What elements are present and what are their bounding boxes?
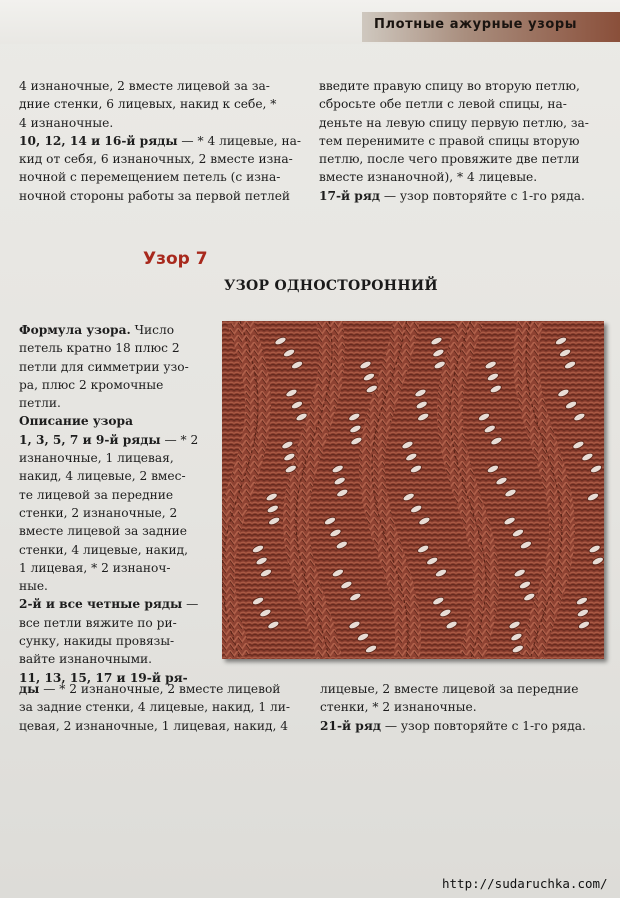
top-right-column (319, 77, 589, 205)
knitted-swatch-photo (222, 321, 604, 659)
repeat-heading: 17-й ряд (319, 188, 380, 203)
text-line: стенки, * 2 изнаночные. (320, 700, 477, 715)
text-run: — * 2 изнаночные, 2 вместе лицевой (39, 682, 281, 696)
odd-rows-heading: 1, 3, 5, 7 и 9-й ряды (19, 432, 161, 447)
text-line: цевая, 2 изнаночные, 1 лицевая, накид, 4 (19, 718, 288, 733)
text-line: петли. (19, 396, 61, 411)
section-title: Плотные ажурные узоры (374, 17, 578, 32)
pattern-name: УЗОР ОДНОСТОРОННИЙ (224, 278, 438, 294)
text-line (19, 132, 301, 150)
text-line: 4 изнаночные, 2 вместе лицевой за за- (19, 79, 270, 93)
text-line: 1 лицевая, * 2 изнаноч- (19, 560, 171, 575)
text-line (320, 717, 586, 735)
text-line (19, 321, 198, 339)
bottom-right-column (320, 680, 586, 735)
text-line: кид от себя, 6 изнаночных, 2 вместе изна- (19, 152, 293, 167)
text-line: ра, плюс 2 кромочные (19, 377, 164, 392)
text-line: лицевые, 2 вместе лицевой за передние (320, 682, 579, 696)
text-line: сбросьте обе петли с левой спицы, на- (319, 97, 567, 112)
formula-column (19, 321, 198, 687)
text-run: — узор повторяйте с 1-го ряда. (380, 718, 586, 733)
text-line: за задние стенки, 4 лицевые, накид, 1 ли- (19, 700, 290, 715)
repeat-heading: 21-й ряд (320, 718, 381, 733)
text-line: стенки, 2 изнаночные, 2 (19, 505, 178, 520)
pattern-number: Узор 7 (143, 249, 208, 269)
text-line (19, 431, 198, 449)
top-left-column (19, 77, 301, 205)
text-line: те лицевой за передние (19, 487, 174, 502)
text-line: деньте на левую спицу первую петлю, за- (319, 115, 589, 130)
text-line: петли для симметрии узо- (19, 359, 189, 374)
text-run: — (182, 597, 199, 612)
text-line (319, 187, 589, 205)
text-line: введите правую спицу во вторую петлю, (319, 79, 580, 93)
text-line: тем перенимите с правой спицы вторую (319, 133, 580, 148)
text-line: изнаночные, 1 лицевая, (19, 451, 174, 466)
even-rows-heading: 2-й и все четные ряды (19, 597, 183, 612)
text-line: вместе изнаночной), * 4 лицевые. (319, 170, 538, 185)
formula-heading: Формула узора. (19, 323, 131, 337)
text-run: — * 4 лицевые, на- (177, 133, 302, 148)
text-run: — * 2 (160, 432, 199, 447)
text-line: ные. (19, 579, 48, 594)
text-line: все петли вяжите по ри- (19, 615, 177, 630)
text-line: вместе лицевой за задние (19, 524, 187, 539)
text-line: накид, 4 лицевые, 2 вмес- (19, 469, 186, 484)
rows11-heading: 11, 13, 15, 17 и 19-й ря- (19, 670, 188, 685)
rows-heading: 10, 12, 14 и 16-й ряды (19, 133, 178, 148)
text-run: — узор повторяйте с 1-го ряда. (379, 188, 585, 203)
text-line: петель кратно 18 плюс 2 (19, 341, 180, 356)
swatch-illustration (222, 321, 604, 659)
text-line: 4 изнаночные. (19, 115, 114, 130)
text-line: стенки, 4 лицевые, накид, (19, 542, 188, 557)
text-line: вайте изнаночными. (19, 652, 153, 667)
text-line: петлю, после чего провяжите две петли (319, 152, 580, 167)
text-line: ночной стороны работы за первой петлей (19, 188, 291, 203)
text-line: сунку, накиды провязы- (19, 634, 175, 649)
rows11-heading-end: ды (19, 682, 40, 696)
text-run: Число (130, 323, 175, 337)
footer-url: http://sudaruchka.com/ (442, 876, 608, 891)
text-line (19, 595, 198, 613)
text-line (19, 680, 290, 698)
bottom-left-column (19, 680, 290, 735)
text-line: ночной с перемещением петель (с изна- (19, 170, 281, 185)
description-heading: Описание узора (19, 414, 133, 429)
text-line: дние стенки, 6 лицевых, накид к себе, * (19, 97, 277, 112)
